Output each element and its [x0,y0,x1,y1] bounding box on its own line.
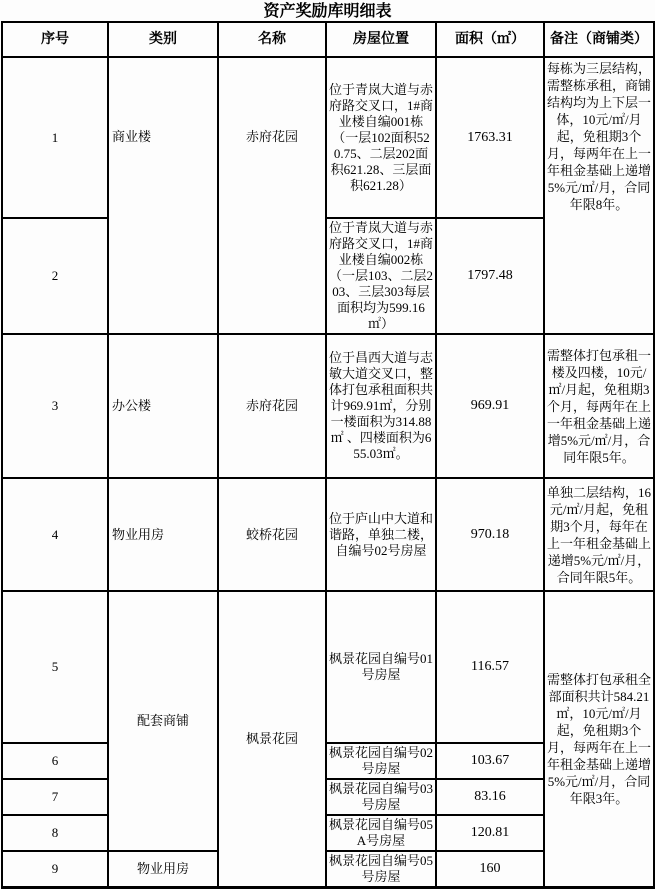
cell-row1-name [218,57,326,334]
merged-cell-content [219,58,325,215]
col-header-area: 面积（㎡） [436,22,544,57]
col-header-no: 序号 [2,22,108,57]
cell-row1-location: 位于青岚大道与赤府路交叉口，1#商业楼自编001栋（一层102面积520.75、二层202面积621.28、三层面积621.28） [326,57,436,218]
cell-row7-area: 83.16 [436,779,544,815]
cell-row3-remark: 需整体打包承租一楼及四楼，10元/㎡/月起，免租期3个月，每两年在上一年租金基础上递增5%元/㎡/月，合同年限5年。 [544,334,654,478]
cell-row5-location: 枫景花园自编号01号房屋 [326,591,436,743]
table-row-3 [2,334,654,478]
table-header-row [2,22,654,57]
cell-row7-no: 7 [2,779,108,815]
cell-row8-no: 8 [2,815,108,851]
cell-row5-category: 配套商铺 [108,591,218,851]
cell-row6-no: 6 [2,743,108,779]
cell-row2-no: 2 [2,218,108,334]
col-header-remark: 备注（商铺类） [544,22,654,57]
cell-row3-category: 办公楼 [108,334,218,478]
cell-row1-no: 1 [2,57,108,218]
page-title: 资产奖励库明细表 [263,3,392,20]
cell-row5-name: 枫景花园 [218,591,326,888]
cell-row4-area: 970.18 [436,478,544,591]
merged-cell-content [109,58,217,215]
table-row-4 [2,478,654,591]
table-row-1 [2,57,654,218]
cell-row7-location: 枫景花园自编号03号房屋 [326,779,436,815]
merged-cell-content [545,58,653,215]
cell-row2-location: 位于青岚大道与赤府路交叉口，1#商业楼自编002栋（一层103、二层203、三层303每层面积均为599.16㎡） [326,218,436,334]
cell-row4-category: 物业用房 [108,478,218,591]
col-header-location: 房屋位置 [326,22,436,57]
cell-row8-location: 枫景花园自编号05A号房屋 [326,815,436,851]
col-header-category: 类别 [108,22,218,57]
cell-row3-location: 位于昌西大道与志敏大道交叉口，整体打包承租面积共计969.91㎡，分别一楼面积为314.88㎡ 、四楼面积为655.03㎡。 [326,334,436,478]
cell-row3-name: 赤府花园 [218,334,326,478]
cell-row9-no: 9 [2,851,108,888]
cell-row9-area: 160 [436,851,544,888]
asset-detail-table [1,21,655,889]
cell-row6-location: 枫景花园自编号02号房屋 [326,743,436,779]
cell-row4-name: 蛟桥花园 [218,478,326,591]
cell-row3-no: 3 [2,334,108,478]
cell-row9-location: 枫景花园自编号05号房屋 [326,851,436,888]
remark-text: 每栋为三层结构，需整栋承租，商铺结构均为上下层一体，10元/㎡/月起，免租期3个月，每两年在上一年租金基础上递增5%元/㎡/月，合同年限8年。 [547,61,652,212]
cell-row4-no: 4 [2,478,108,591]
cell-row5-area: 116.57 [436,591,544,743]
name-text: 赤府花园 [245,128,298,144]
cell-row4-location: 位于庐山中大道和谐路，单独二楼，自编号02号房屋 [326,478,436,591]
cell-row9-category: 物业用房 [108,851,218,888]
cell-row5-remark: 需整体打包承租全部面积共计584.21㎡，10元/㎡/月起，免租期3个月，每两年在上一年租金基础上递增5%元/㎡/月，合同年限3年。 [544,591,654,888]
cell-row1-remark [544,57,654,334]
cell-row3-area: 969.91 [436,334,544,478]
cell-row1-category [108,57,218,334]
cell-row4-remark: 单独二层结构，16元/㎡/月起，免租期3个月，每年在上一年租金基础上递增5%元/㎡/月，合同年限5年。 [544,478,654,591]
cell-row5-no: 5 [2,591,108,743]
cell-row2-area: 1797.48 [436,218,544,334]
col-header-name: 名称 [218,22,326,57]
category-text: 商业楼 [112,128,152,144]
table-row-5 [2,591,654,743]
cell-row1-area: 1763.31 [436,57,544,218]
cell-row8-area: 120.81 [436,815,544,851]
cell-row6-area: 103.67 [436,743,544,779]
